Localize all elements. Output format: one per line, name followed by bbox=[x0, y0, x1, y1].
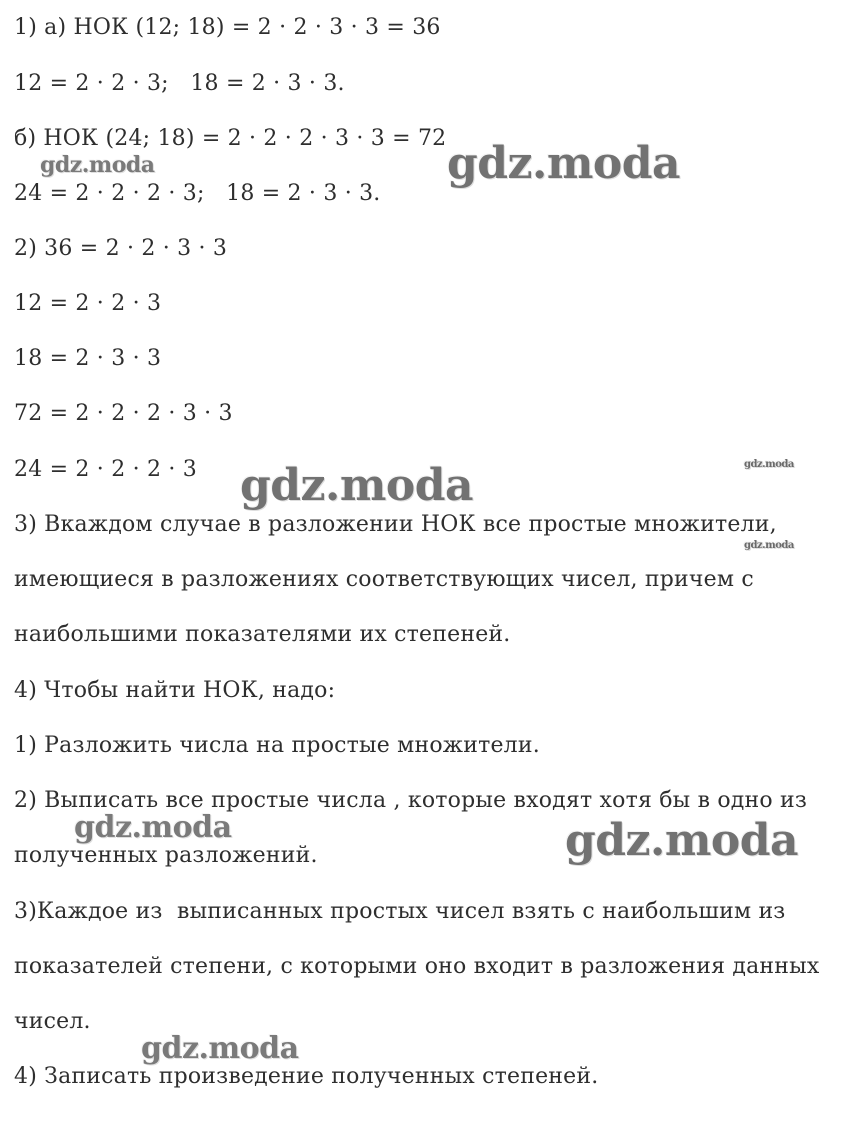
text-line-7: 18 = 2 · 3 · 3 bbox=[14, 346, 162, 371]
watermark: gdz.moda bbox=[744, 540, 794, 551]
text-line-19: чисел. bbox=[14, 1009, 91, 1034]
text-line-4: 24 = 2 · 2 · 2 · 3; 18 = 2 · 3 · 3. bbox=[14, 181, 381, 206]
text-line-18: показателей степени, с которыми оно входит в разложения данных bbox=[14, 954, 820, 979]
text-line-14: 1) Разложить числа на простые множители. bbox=[14, 733, 540, 758]
watermark: gdz.moda bbox=[40, 152, 155, 178]
text-line-5: 2) 36 = 2 · 2 · 3 · 3 bbox=[14, 236, 228, 261]
text-line-17: 3)Каждое из выписанных простых чисел взять с наибольшим из bbox=[14, 899, 786, 924]
watermark: gdz.moda bbox=[744, 459, 794, 470]
watermark: gdz.moda bbox=[447, 138, 681, 189]
text-line-20: 4) Записать произведение полученных степеней. bbox=[14, 1064, 599, 1089]
text-line-2: 12 = 2 · 2 · 3; 18 = 2 · 3 · 3. bbox=[14, 71, 345, 96]
text-line-8: 72 = 2 · 2 · 2 · 3 · 3 bbox=[14, 401, 233, 426]
text-line-10: 3) Вкаждом случае в разложении НОК все простые множители, bbox=[14, 512, 777, 537]
watermark: gdz.moda bbox=[240, 460, 474, 511]
text-line-6: 12 = 2 · 2 · 3 bbox=[14, 291, 162, 316]
watermark: gdz.moda bbox=[565, 815, 799, 866]
watermark: gdz.moda bbox=[74, 810, 232, 845]
watermark: gdz.moda bbox=[141, 1031, 299, 1066]
text-line-11: имеющиеся в разложениях соответствующих чисел, причем с bbox=[14, 567, 754, 592]
text-line-3: б) НОК (24; 18) = 2 · 2 · 2 · 3 · 3 = 72 bbox=[14, 126, 447, 151]
text-line-9: 24 = 2 · 2 · 2 · 3 bbox=[14, 457, 197, 482]
text-line-1: 1) а) НОК (12; 18) = 2 · 2 · 3 · 3 = 36 bbox=[14, 15, 441, 40]
text-line-15: 2) Выписать все простые числа , которые входят хотя бы в одно из bbox=[14, 788, 808, 813]
text-line-16: полученных разложений. bbox=[14, 843, 318, 868]
text-line-12: наибольшими показателями их степеней. bbox=[14, 622, 511, 647]
text-line-13: 4) Чтобы найти НОК, надо: bbox=[14, 678, 336, 703]
